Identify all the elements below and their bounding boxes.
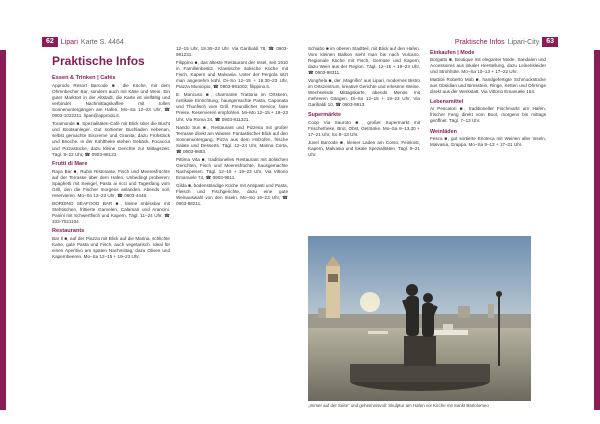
section-heading: Einkaufen | Mode	[430, 50, 475, 56]
paragraph: Raya Bar ■, Rubin Ristorante, Fisch und Meeresfrüchte auf der Terrasse über dem Hafen. Unbedingt probieren: Spaghetti mit Seeigel, Pasta ai ricci und Tagesfang vom Grill, den die Fischer morgens anlanden. Abends voll, reservieren. Mo–So 12–23 Uhr, ☎ 0903-4448.	[52, 168, 170, 198]
left-column-1	[52, 72, 170, 262]
section-heading: Supermärkte	[308, 112, 341, 119]
paragraph: Vonghela ■, der ‚Magnifici' aus Lipari, modernes Bistro im Ortszentrum, kreative Gerichte und erlesene Weine. Wechselnde Mittagskarte, abends Menüs mit mehreren Gängen. Di–So 12–15 + 19–23 Uhr, Via Garibaldi 10, ☎ 0903-9913.	[308, 78, 420, 108]
section-heading: Essen & Trinken | Cafés	[52, 75, 116, 81]
photo-illustration	[308, 236, 531, 401]
paragraph: Toramonde ■, Spezialitäten-Café mit Blick über die Bucht und Bootsanleger. Gut sortierter Buchladen nebenan, selbst gemachte Eiscreme und Granita, dazu Frühstück und Brioche. In der Kühltheke stehen Gebäck, Focaccia und Pizzastücke, dazu kleine Gerichte zur Mittagszeit. Tägl. 8–22 Uhr, ☎ 0903-88123.	[52, 121, 170, 157]
section-label: Lipari-City	[507, 38, 540, 46]
page-number: 63	[542, 37, 558, 47]
page-number: 62	[42, 37, 58, 47]
paragraph: Gilda ■, bodenständige Küche mit Antipasti und Pasta, Fleisch und Fischgerichte, dazu eine gute Weinauswahl von den Inseln. Mo–So 19–23 Uhr, ☎ 0903-88211.	[176, 182, 288, 207]
paragraph: Pittima Vita ■, traditionelles Restaurant mit äolischen Gerichten, Fisch und Meeresfrüchte, hausgemachte Nachspeisen. Tägl. 12–15 + 19–23 Uhr, Via Vittorio Emanuele 74, ☎ 0903-9811.	[176, 156, 288, 180]
chapter-label: Lipari	[60, 38, 78, 46]
section-label: Karte S. 4464	[80, 38, 124, 46]
paragraph: E. Mancuso ■, charmante Trattoria im Ortskern, rustikale Einrichtung, hausgemachte Pasta, Caponata und Thunfisch vom Grill. Freundlicher Service, faire Preise. Reservieren empfohlen. Mi–Mo 12–15 + 19–23 Uhr, Via Roma 24, ☎ 0903-811321.	[176, 92, 288, 122]
paragraph: Mattioli Roberto Mob ■, handgefertigte Schmuckstücke aus Obsidian und Bimsstein, Ringe, Ketten und Ohrringe direkt aus der Werkstatt. Via Vittorio Emanuele 154.	[430, 77, 546, 95]
right-edge-tab	[594, 50, 600, 410]
left-header	[42, 36, 124, 48]
paragraph: Juvel Barcode ■, kleiner Laden am Corso, Feinkost, Kapern, Malvasia und lokale Spezialitäten. Tägl. 9–21 Uhr.	[308, 139, 420, 157]
right-column-1	[308, 46, 420, 160]
paragraph: Borgatto ■, Boutique mit eleganter Mode, Sandalen und Accessoires aus lokaler Herstellung, dazu Leinenkleider und Strohhüte. Mo–Sa 10–13 + 17–22 Uhr.	[430, 57, 546, 75]
left-edge-tab	[0, 50, 6, 410]
paragraph: Nando Sun ■, Restaurant und Pizzeria mit großer Terrasse direkt am Wasser. Fantastischer Blick auf den Sonnenuntergang, Pizza aus dem Holzofen, frische Salate und Desserts. Tägl. 12–24 Uhr, Marina Corta, ☎ 0903-9883.	[176, 124, 288, 154]
section-heading: Weinläden	[430, 128, 457, 135]
paragraph: BORDINO SEAFOOD BAR ■, kleine Imbissbar mit Stehtischen, frittierte Garnelen, Calamari und Arancini. Panini mit Schwertfisch und Kapern. Tägl. 11–24 Uhr, ☎ 333-7021104.	[52, 200, 170, 225]
chapter-label: Praktische Infos	[454, 38, 505, 46]
paragraph: Bar Il ■, auf der Piazza mit Blick auf die Marina, schlichte Karte, gute Pasta und Fisch, auch vegetarisch. Ideal für einen Aperitivo am späten Nachmittag, dazu Oliven und Kapernbeeren. Mo–Sa 12–15 + 19–23 Uhr.	[52, 236, 170, 260]
section-heading: Lebensmittel	[430, 99, 464, 106]
harbor-statue-photo	[308, 236, 531, 401]
section-heading: Frutti di Mare	[52, 160, 88, 167]
paragraph: Fesca ■, gut sortierte Enoteca mit Weinen aller Inseln, Malvasia, Grappa. Mo–Sa 9–13 + 17–21 Uhr.	[430, 135, 546, 147]
right-column-2	[430, 46, 546, 150]
page-title: Praktische Infos	[52, 54, 145, 68]
section-heading: Restaurants	[52, 228, 85, 235]
paragraph: Schiabo ■ im oberen Stadtteil, mit Blick auf den Hafen. Vom kleinen Balkon sieht man bis nach Vulcano. Regionale Küche mit Fisch, Gemüse und Kapern, dazu Wein aus der Region. Tägl. 12–15 + 19–23 Uhr, ☎ 0903-98311.	[308, 46, 420, 76]
left-column-2	[176, 46, 288, 209]
paragraph: 12–15 Uhr, 19.30–23 Uhr. Via Garibaldi 78, ☎ 0903-981231.	[176, 46, 288, 58]
paragraph: Ai Pescatori ■, traditioneller Fischmarkt am Hafen, frischer Fang direkt vom Boot, morgens bis mittags geöffnet. Tägl. 7–13 Uhr.	[430, 106, 546, 124]
paragraph: Approdo Resort Barcode ■, die Küche, mit dem Ohrenbecher Bar, sondern auch mit Käse und Wein. Ein guter Marktort in der Altstadt, die Karte ist vielfältig und verbindet Nachmittagskaffee mit tollen Sonnenuntergängen am Hafen. Mo–Sa 12–23 Uhr, ☎ 0903-1022211. lipari@approdo.it.	[52, 83, 170, 119]
photo-caption: „Immer auf der Seite“ und geheimnisvoll: Skulptur am Hafen vor Kirche mit Sankt Bartolomeo	[308, 403, 489, 408]
paragraph: Coop Via Sauroto ■, großer Supermarkt mit Frischetheke, Brot, Obst, Getränke. Mo–Sa 8–13.30 + 17–21 Uhr, So 8–13 Uhr.	[308, 119, 420, 137]
paragraph: Filippino ■, das älteste Restaurant der Insel, seit 1910 in Familienbesitz. Klassische äolische Küche mit Fisch, Kapern und Malvasia. Unter der Pergola sitzt man angenehm kühl. Di–So 12–15 + 19.30–23 Uhr, Piazza Municipio, ☎ 0903-981002, filippino.it.	[176, 60, 288, 90]
